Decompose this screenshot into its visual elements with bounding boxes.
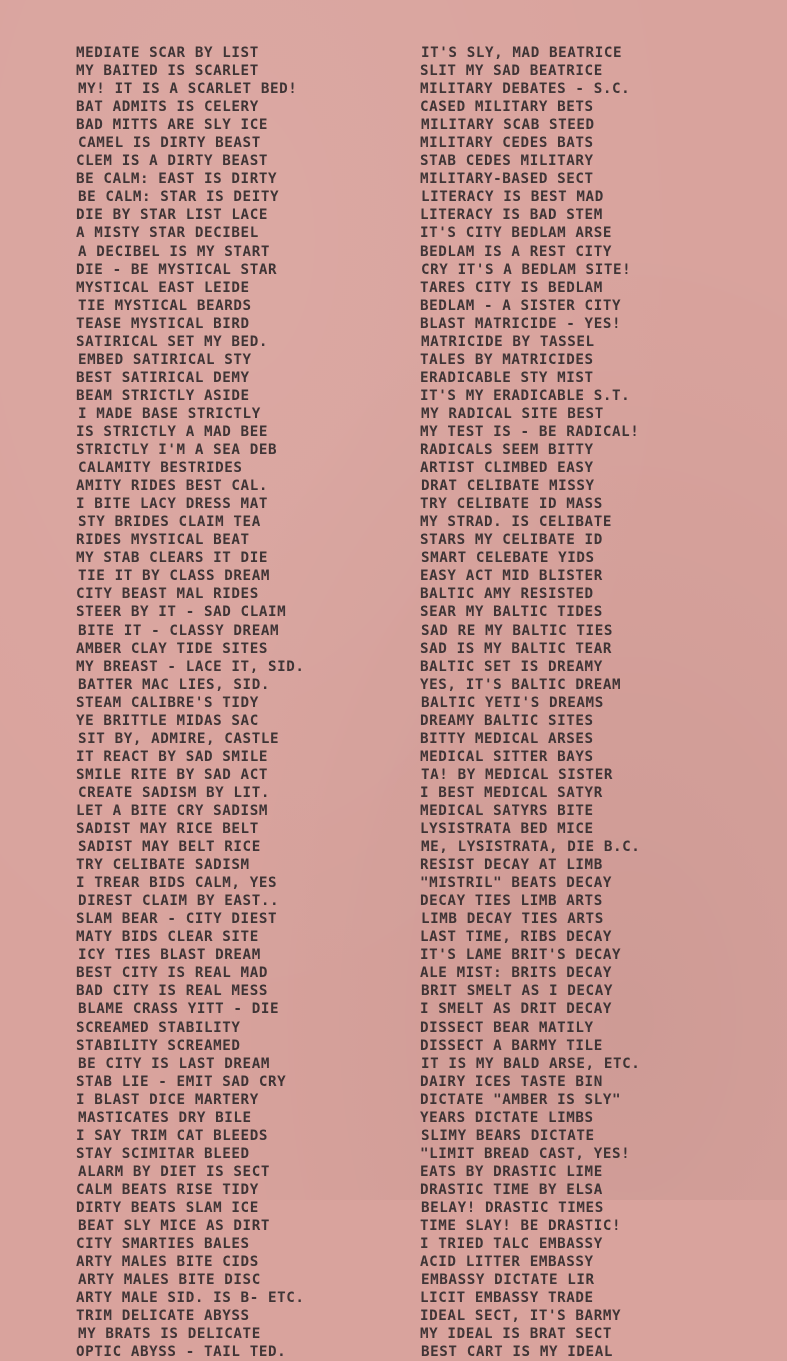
- text-line: MY IDEAL IS BRAT SECT: [420, 1326, 612, 1343]
- text-line: I SMELT AS DRIT DECAY: [420, 1001, 612, 1018]
- text-line: STRICTLY I'M A SEA DEB: [76, 442, 278, 459]
- text-line: MY BREAST - LACE IT, SID.: [76, 658, 305, 675]
- text-line: MY RADICAL SITE BEST: [421, 405, 604, 422]
- text-line: DIREST CLAIM BY EAST..: [78, 893, 280, 910]
- right-text-column: [420, 44, 780, 1361]
- text-line: MYSTICAL EAST LEIDE: [76, 279, 250, 296]
- text-line: LYSISTRATA BED MICE: [420, 821, 594, 838]
- text-line: MEDICAL SITTER BAYS: [420, 748, 594, 765]
- text-line: IT'S LAME BRIT'S DECAY: [420, 947, 622, 964]
- text-line: ACID LITTER EMBASSY: [420, 1254, 594, 1271]
- text-line: STY BRIDES CLAIM TEA: [78, 514, 261, 531]
- text-line: DECAY TIES LIMB ARTS: [420, 893, 603, 910]
- text-line: A DECIBEL IS MY START: [78, 243, 270, 260]
- text-line: "MISTRIL" BEATS DECAY: [420, 875, 612, 892]
- text-line: DAIRY ICES TASTE BIN: [420, 1073, 603, 1090]
- text-line: DICTATE "AMBER IS SLY": [420, 1091, 622, 1108]
- text-line: IS STRICTLY A MAD BEE: [76, 423, 268, 440]
- text-line: IT REACT BY SAD SMILE: [76, 748, 268, 765]
- text-line: BE CITY IS LAST DREAM: [78, 1055, 270, 1072]
- text-line: MY STAB CLEARS IT DIE: [76, 550, 268, 567]
- text-line: STABILITY SCREAMED: [76, 1037, 241, 1054]
- text-line: CLEM IS A DIRTY BEAST: [76, 153, 268, 170]
- text-line: STAB CEDES MILITARY: [420, 153, 594, 170]
- text-line: BEAT SLY MICE AS DIRT: [78, 1218, 270, 1235]
- text-line: MILITARY SCAB STEED: [421, 117, 595, 134]
- text-line: SIT BY, ADMIRE, CASTLE: [78, 730, 280, 747]
- text-line: DIRTY BEATS SLAM ICE: [76, 1200, 259, 1216]
- text-line: EATS BY DRASTIC LIME: [420, 1163, 603, 1180]
- text-line: TRY CELIBATE SADISM: [76, 857, 250, 874]
- text-line: CITY SMARTIES BALES: [76, 1236, 250, 1253]
- text-line: EASY ACT MID BLISTER: [420, 568, 603, 585]
- text-line: DIE BY STAR LIST LACE: [76, 207, 268, 224]
- text-line: LICIT EMBASSY TRADE: [420, 1290, 594, 1307]
- text-line: MEDICAL SATYRS BITE: [420, 802, 594, 819]
- text-line: DISSECT BEAR MATILY: [420, 1019, 594, 1036]
- text-line: CALAMITY BESTRIDES: [78, 460, 243, 477]
- text-line: STARS MY CELIBATE ID: [420, 532, 603, 549]
- text-line: CREATE SADISM BY LIT.: [78, 784, 270, 801]
- text-line: SADIST MAY BELT RICE: [78, 839, 261, 856]
- text-line: MATY BIDS CLEAR SITE: [76, 929, 259, 946]
- text-line: AMITY RIDES BEST CAL.: [76, 478, 268, 495]
- text-line: CASED MILITARY BETS: [420, 99, 594, 116]
- text-line: BEDLAM IS A REST CITY: [420, 243, 612, 260]
- text-line: SMART CELEBATE YIDS: [421, 550, 595, 567]
- text-line: BE CALM: STAR IS DEITY: [78, 189, 280, 206]
- left-text-column: [76, 44, 406, 1361]
- text-line: MILITARY CEDES BATS: [420, 135, 594, 152]
- text-line: STEAM CALIBRE'S TIDY: [76, 694, 259, 711]
- text-line: TIE MYSTICAL BEARDS: [78, 297, 252, 314]
- text-line: SAD RE MY BALTIC TIES: [421, 622, 613, 639]
- text-line: TRIM DELICATE ABYSS: [76, 1308, 250, 1325]
- text-line: LITERACY IS BAD STEM: [420, 207, 603, 224]
- text-line: MILITARY-BASED SECT: [420, 171, 594, 188]
- text-line: ARTY MALE SID. IS B- ETC.: [76, 1290, 305, 1307]
- text-line: A MISTY STAR DECIBEL: [76, 225, 259, 242]
- text-line: EMBASSY DICTATE LIR: [421, 1272, 595, 1289]
- text-line: BALTIC AMY RESISTED: [420, 586, 594, 603]
- text-line: CITY BEAST MAL RIDES: [76, 586, 259, 603]
- text-line: MY! IT IS A SCARLET BED!: [78, 81, 298, 98]
- text-line: "LIMIT BREAD CAST, YES!: [420, 1145, 631, 1162]
- text-line: TEASE MYSTICAL BIRD: [76, 315, 250, 332]
- text-line: BRIT SMELT AS I DECAY: [421, 983, 613, 1000]
- text-line: OPTIC ABYSS - TAIL TED.: [76, 1344, 287, 1361]
- text-line: I MADE BASE STRICTLY: [78, 405, 261, 422]
- text-line: CALM BEATS RISE TIDY: [76, 1181, 259, 1198]
- text-line: ALARM BY DIET IS SECT: [78, 1163, 270, 1180]
- text-line: STAB LIE - EMIT SAD CRY: [76, 1073, 287, 1090]
- text-line: SATIRICAL SET MY BED.: [76, 333, 268, 350]
- text-line: BAD MITTS ARE SLY ICE: [76, 117, 268, 134]
- text-line: TARES CITY IS BEDLAM: [420, 279, 603, 296]
- text-line: IT'S MY ERADICABLE S.T.: [420, 387, 631, 404]
- text-line: LAST TIME, RIBS DECAY: [420, 929, 612, 946]
- text-line: ERADICABLE STY MIST: [420, 369, 594, 386]
- text-line: ICY TIES BLAST DREAM: [78, 947, 261, 964]
- text-line: SLIT MY SAD BEATRICE: [420, 63, 603, 80]
- text-line: YEARS DICTATE LIMBS: [420, 1109, 594, 1126]
- text-line: TA! BY MEDICAL SISTER: [421, 766, 613, 783]
- text-line: RADICALS SEEM BITTY: [420, 442, 594, 459]
- text-line: MASTICATES DRY BILE: [78, 1109, 252, 1126]
- text-line: BEST SATIRICAL DEMY: [76, 369, 250, 386]
- text-line: I TRIED TALC EMBASSY: [420, 1236, 603, 1253]
- text-line: BELAY! DRASTIC TIMES: [421, 1200, 604, 1216]
- text-line: STEER BY IT - SAD CLAIM: [76, 604, 287, 621]
- text-line: DREAMY BALTIC SITES: [420, 712, 594, 729]
- text-line: MY BRATS IS DELICATE: [78, 1326, 261, 1343]
- text-line: AMBER CLAY TIDE SITES: [76, 640, 268, 657]
- text-line: TALES BY MATRICIDES: [420, 351, 594, 368]
- text-line: BATTER MAC LIES, SID.: [78, 676, 270, 693]
- text-line: BEAM STRICTLY ASIDE: [76, 387, 250, 404]
- text-line: SCREAMED STABILITY: [76, 1019, 241, 1036]
- text-line: BITTY MEDICAL ARSES: [420, 730, 594, 747]
- text-line: ARTY MALES BITE DISC: [78, 1272, 261, 1289]
- text-line: BAT ADMITS IS CELERY: [76, 99, 259, 116]
- text-line: SAD IS MY BALTIC TEAR: [420, 640, 612, 657]
- text-line: LITERACY IS BEST MAD: [421, 189, 604, 206]
- text-line: DIE - BE MYSTICAL STAR: [76, 261, 278, 278]
- text-line: IT IS MY BALD ARSE, ETC.: [421, 1055, 641, 1072]
- text-line: BEDLAM - A SISTER CITY: [420, 297, 622, 314]
- text-line: SLAM BEAR - CITY DIEST: [76, 911, 278, 928]
- text-line: EMBED SATIRICAL STY: [78, 351, 252, 368]
- text-line: IT'S SLY, MAD BEATRICE: [421, 45, 623, 61]
- text-line: ARTIST CLIMBED EASY: [420, 460, 594, 477]
- text-line: MY STRAD. IS CELIBATE: [420, 514, 612, 531]
- text-line: CRY IT'S A BEDLAM SITE!: [421, 261, 632, 278]
- text-line: LIMB DECAY TIES ARTS: [421, 911, 604, 928]
- text-line: IDEAL SECT, IT'S BARMY: [420, 1308, 622, 1325]
- text-line: SADIST MAY RICE BELT: [76, 821, 259, 838]
- text-line: BALTIC YETI'S DREAMS: [421, 694, 604, 711]
- text-line: MY BAITED IS SCARLET: [76, 63, 259, 80]
- text-line: BITE IT - CLASSY DREAM: [78, 622, 280, 639]
- text-line: MY TEST IS - BE RADICAL!: [420, 423, 640, 440]
- text-line: LET A BITE CRY SADISM: [76, 802, 268, 819]
- text-line: I SAY TRIM CAT BLEEDS: [76, 1127, 268, 1144]
- text-line: ARTY MALES BITE CIDS: [76, 1254, 259, 1271]
- text-line: SLIMY BEARS DICTATE: [421, 1127, 595, 1144]
- text-line: DRASTIC TIME BY ELSA: [420, 1181, 603, 1198]
- text-line: DRAT CELIBATE MISSY: [421, 478, 595, 495]
- text-line: BE CALM: EAST IS DIRTY: [76, 171, 278, 188]
- text-line: IT'S CITY BEDLAM ARSE: [420, 225, 612, 242]
- text-line: BEST CITY IS REAL MAD: [76, 965, 268, 982]
- text-line: TRY CELIBATE ID MASS: [420, 496, 603, 513]
- text-line: MILITARY DEBATES - S.C.: [420, 81, 631, 98]
- text-line: CAMEL IS DIRTY BEAST: [78, 135, 261, 152]
- text-line: SMILE RITE BY SAD ACT: [76, 766, 268, 783]
- text-line: MATRICIDE BY TASSEL: [421, 333, 595, 350]
- text-line: BEST CART IS MY IDEAL: [421, 1344, 613, 1361]
- text-line: ALE MIST: BRITS DECAY: [420, 965, 612, 982]
- text-line: YE BRITTLE MIDAS SAC: [76, 712, 259, 729]
- text-line: BLAST MATRICIDE - YES!: [420, 315, 622, 332]
- text-line: TIE IT BY CLASS DREAM: [78, 568, 270, 585]
- text-line: I BLAST DICE MARTERY: [76, 1091, 259, 1108]
- text-line: MEDIATE SCAR BY LIST: [76, 45, 259, 61]
- text-line: BAD CITY IS REAL MESS: [76, 983, 268, 1000]
- text-line: I BITE LACY DRESS MAT: [76, 496, 268, 513]
- text-line: RIDES MYSTICAL BEAT: [76, 532, 250, 549]
- text-line: YES, IT'S BALTIC DREAM: [420, 676, 622, 693]
- text-line: I BEST MEDICAL SATYR: [420, 784, 603, 801]
- text-line: SEAR MY BALTIC TIDES: [420, 604, 603, 621]
- text-line: STAY SCIMITAR BLEED: [76, 1145, 250, 1162]
- text-line: RESIST DECAY AT LIMB: [420, 857, 603, 874]
- text-line: BALTIC SET IS DREAMY: [420, 658, 603, 675]
- text-line: I TREAR BIDS CALM, YES: [76, 875, 278, 892]
- text-line: DISSECT A BARMY TILE: [420, 1037, 603, 1054]
- text-line: BLAME CRASS YITT - DIE: [78, 1001, 280, 1018]
- text-line: TIME SLAY! BE DRASTIC!: [420, 1218, 622, 1235]
- text-line: ME, LYSISTRATA, DIE B.C.: [421, 839, 641, 856]
